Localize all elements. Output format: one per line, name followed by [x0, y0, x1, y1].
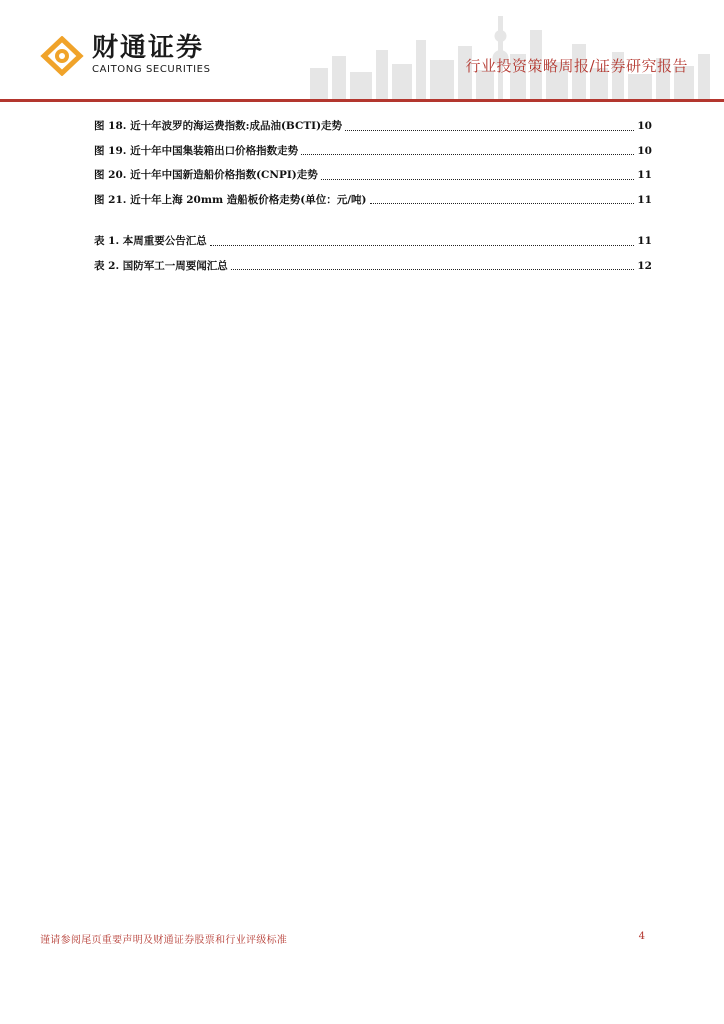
toc-entry-label: 表 1. 本周重要公告汇总 — [94, 235, 207, 247]
toc-entry-page: 11 — [637, 235, 652, 247]
header-divider — [0, 99, 724, 102]
toc-entry-label: 图 21. 近十年上海 20mm 造船板价格走势(单位：元/吨) — [94, 193, 367, 206]
toc-entry-label: 图 18. 近十年波罗的海运费指数:成品油(BCTI)走势 — [94, 120, 343, 132]
toc-entry-figure-21[interactable] — [94, 188, 652, 213]
logo-chinese-name: 财通证券 — [92, 33, 205, 63]
toc-entry-page: 10 — [637, 144, 652, 157]
page-header — [0, 0, 724, 104]
toc-entry-figure-20[interactable] — [94, 163, 652, 188]
toc-leader-dots — [301, 154, 634, 155]
toc-entry-page: 11 — [637, 169, 652, 181]
toc-leader-dots — [321, 179, 635, 180]
report-type-title: 行业投资策略周报/证券研究报告 — [465, 57, 688, 75]
toc-entry-figure-18[interactable] — [94, 114, 652, 139]
toc-entry-label: 表 2. 国防军工一周要闻汇总 — [94, 259, 228, 272]
toc-entry-page: 10 — [637, 120, 652, 132]
toc-leader-dots — [345, 130, 634, 131]
toc-section-gap — [94, 212, 652, 229]
table-of-contents — [94, 114, 652, 278]
toc-entry-figure-19[interactable] — [94, 139, 652, 164]
page-number: 4 — [638, 931, 645, 942]
toc-entry-table-2[interactable] — [94, 254, 652, 279]
toc-leader-dots — [231, 269, 635, 270]
toc-leader-dots — [370, 203, 635, 204]
toc-entry-table-1[interactable] — [94, 229, 652, 254]
footer-disclaimer: 谨请参阅尾页重要声明及财通证券股票和行业评级标准 — [40, 935, 288, 946]
toc-entry-label: 图 20. 近十年中国新造船价格指数(CNPI)走势 — [94, 169, 318, 181]
logo-english-name: CAITONG SECURITIES — [92, 64, 211, 75]
toc-entry-page: 12 — [637, 259, 652, 272]
toc-entry-label: 图 19. 近十年中国集装箱出口价格指数走势 — [94, 144, 299, 157]
caitong-logo-icon — [40, 36, 84, 76]
toc-leader-dots — [210, 245, 635, 246]
toc-entry-page: 11 — [637, 193, 652, 206]
